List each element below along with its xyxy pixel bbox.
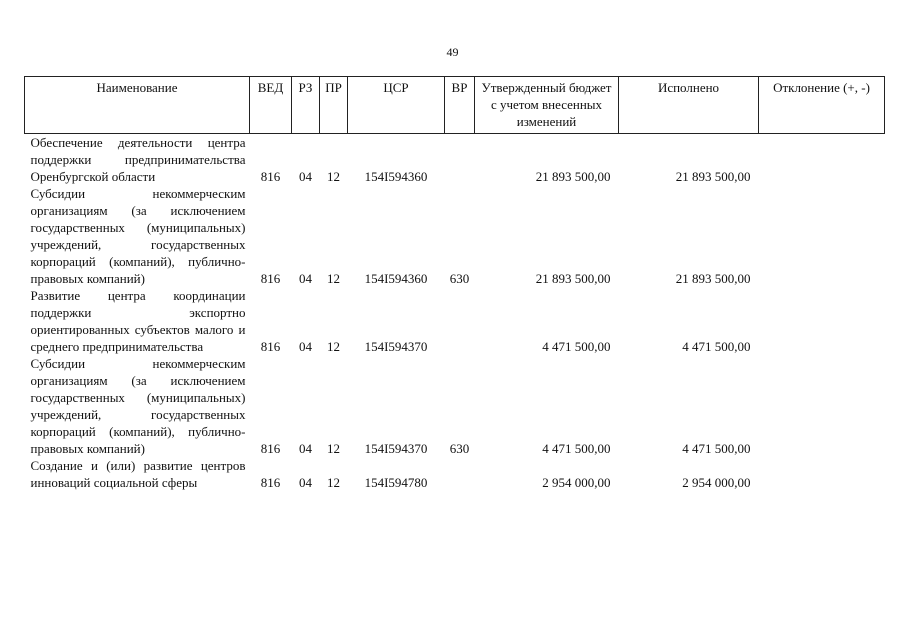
table-row <box>25 457 885 491</box>
table-body <box>25 134 885 492</box>
row-deviation <box>759 185 885 287</box>
table-row <box>25 355 885 457</box>
row-rz: 04 <box>299 169 312 184</box>
row-pr: 12 <box>327 169 340 184</box>
header-deviation: Отклонение (+, -) <box>759 77 885 134</box>
row-csr: 154I594360 <box>364 169 428 184</box>
row-deviation <box>759 457 885 491</box>
row-ved: 816 <box>260 169 281 184</box>
header-csr: ЦСР <box>348 77 445 134</box>
header-row <box>25 77 885 134</box>
row-name: Субсидии некоммерческим организациям (за исключением государственных (муниципальных) учреждений, государственных корпораций (компаний), публично-правовых компаний) <box>30 356 246 456</box>
row-vr <box>445 457 475 491</box>
row-ved: 816 <box>260 271 281 286</box>
row-vr: 630 <box>449 271 470 286</box>
row-pr: 12 <box>327 271 340 286</box>
budget-table <box>24 76 885 491</box>
table-row <box>25 287 885 355</box>
header-approved-budget: Утвержденный бюджет с учетом внесенных изменений <box>475 77 619 134</box>
row-name: Субсидии некоммерческим организациям (за исключением государственных (муниципальных) учреждений, государственных корпораций (компаний), публично-правовых компаний) <box>30 186 246 286</box>
header-rz: РЗ <box>292 77 320 134</box>
row-approved-amount: 21 893 500,00 <box>535 271 611 286</box>
row-executed-amount: 4 471 500,00 <box>682 339 751 354</box>
row-deviation <box>759 355 885 457</box>
row-ved: 816 <box>260 475 281 490</box>
row-approved-amount: 4 471 500,00 <box>542 441 611 456</box>
row-vr: 630 <box>449 441 470 456</box>
row-pr: 12 <box>327 339 340 354</box>
row-deviation <box>759 287 885 355</box>
header-executed: Исполнено <box>619 77 759 134</box>
row-rz: 04 <box>299 271 312 286</box>
row-approved-amount: 2 954 000,00 <box>542 475 611 490</box>
row-executed-amount: 21 893 500,00 <box>675 271 751 286</box>
row-executed-amount: 2 954 000,00 <box>682 475 751 490</box>
row-vr <box>445 287 475 355</box>
row-csr: 154I594370 <box>364 339 428 354</box>
row-pr: 12 <box>327 441 340 456</box>
row-csr: 154I594360 <box>364 271 428 286</box>
row-name: Развитие центра координации поддержки экспортно ориентированных субъектов малого и среднего предпринимательства <box>30 288 246 354</box>
row-executed-amount: 4 471 500,00 <box>682 441 751 456</box>
header-vr: ВР <box>445 77 475 134</box>
row-rz: 04 <box>299 339 312 354</box>
row-rz: 04 <box>299 441 312 456</box>
header-pr: ПР <box>320 77 348 134</box>
row-name: Обеспечение деятельности центра поддержки предпринимательства Оренбургской области <box>30 135 246 184</box>
row-approved-amount: 21 893 500,00 <box>535 169 611 184</box>
row-ved: 816 <box>260 441 281 456</box>
row-executed-amount: 21 893 500,00 <box>675 169 751 184</box>
row-name: Создание и (или) развитие центров инноваций социальной сферы <box>30 458 246 490</box>
row-csr: 154I594780 <box>364 475 428 490</box>
row-ved: 816 <box>260 339 281 354</box>
row-rz: 04 <box>299 475 312 490</box>
table-row <box>25 134 885 186</box>
table-row <box>25 185 885 287</box>
row-approved-amount: 4 471 500,00 <box>542 339 611 354</box>
row-csr: 154I594370 <box>364 441 428 456</box>
header-name: Наименование <box>25 77 250 134</box>
row-vr <box>445 134 475 186</box>
table-header <box>25 77 885 134</box>
page-number: 49 <box>446 45 459 59</box>
row-deviation <box>759 134 885 186</box>
row-pr: 12 <box>327 475 340 490</box>
header-ved: ВЕД <box>250 77 292 134</box>
